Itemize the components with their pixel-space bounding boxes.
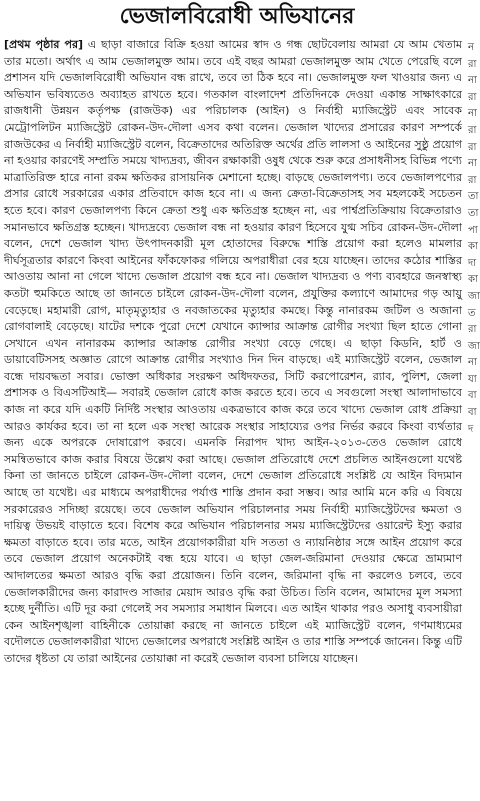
continued-from-label: [প্রথম পৃষ্ঠার পর] bbox=[4, 38, 84, 51]
article-paragraph bbox=[4, 37, 462, 668]
article-headline: ভেজালবিরোধী অভিযানের bbox=[119, 4, 355, 29]
article-text: এ ছাড়া বাজারে বিক্রি হওয়া আমের স্বাদ ও গন্ধ ছোটবেলায় আমরা যে আম খেতাম তার মতো। অর্থাৎ এ আম ভেজালমুক্ত আম। তবে এই বছর আমরা ভেজালমুক্ত আম খেতে পেরেছি বলে প্রশাসন যদি ভেজালবিরোধী অভিযান বন্ধ রাখে, তবে তা ঠিক হবে না। ভেজালমুক্ত ফল খাওয়ার জন্য এ অভিযান ভবিষ্যতেও অব্যাহত রাখতে হবে। গতকাল বাংলাদেশ প্রতিদিনকে দেওয়া একান্ত সাক্ষাৎকারে রাজধানী উন্নয়ন কর্তৃপক্ষ (রাজউক) এর পরিচালক (আইন) ও নির্বাহী ম্যাজিস্ট্রেট এবং সাবেক মেট্রোপলিটন ম্যাজিস্ট্রেট রোকন-উদ-দৌলা এসব কথা বলেন। ভেজাল খাদ্যের প্রসারের কারণ সম্পর্কে রাজউকের এ নির্বাহী ম্যাজিস্ট্রেট বলেন, বিক্রেতাদের অতিরিক্ত অর্থের প্রতি লালসা ও আইনের সুষ্ঠু প্রয়োগ না হওয়ার কারণেই সম্প্রতি সময়ে খাদ্যদ্রব্য, জীবন রক্ষাকারী ওষুধ থেকে শুরু করে প্রসাধনীসহ বিভিন্ন পণ্যে মাত্রাতিরিক্ত হারে নানা রকম ক্ষতিকর রাসায়নিক মেশানো হচ্ছে। বাড়ছে ভেজালপণ্য। তবে ভেজালপণ্যের প্রসার রোধে সরকারের একার প্রতিবাদে কাজ হবে না। এ জন্য ক্রেতা-বিক্রেতাসহ সব মহলকেই সচেতন হতে হবে। কারণ ভেজালপণ্য কিনে ক্রেতা শুধু এক ক্ষতিগ্রস্ত হচ্ছেন না, এর পার্শ্বপ্রতিক্রিয়ায় বিক্রেতারাও সমানভাবে ক্ষতিগ্রস্ত হচ্ছেন। খাদ্যদ্রব্যে ভেজাল বন্ধ না হওয়ার কারণ হিসেবে যুগ্ম সচিব রোকন-উদ-দৌলা বলেন, দেশে ভেজাল খাদ্য উৎপাদনকারী মূল হোতাদের বিরুদ্ধে শাস্তি প্রয়োগ করা হলেও মামলার দীর্ঘসূত্রতার কারণে কিংবা আইনের ফাঁকফোকর গলিয়ে অপরাধীরা বের হয়ে যাচ্ছেন। তাদের কঠোর শাস্তির আওতায় আনা না গেলে খাদ্যে ভেজাল প্রয়োগ বন্ধ হবে না। ভেজাল খাদ্যদ্রব্য ও পণ্য ব্যবহারে জনস্বাস্থ্য কতটা হুমকিতে আছে তা জানতে চাইলে রোকন-উদ-দৌলা বলেন, প্রযুক্তির কল্যাণে আমাদের গড় আয়ু বেড়েছে। মহামারী রোগ, মাতৃমৃত্যুহার ও নবজাতকের মৃত্যুহার কমছে। কিন্তু নানারকম জটিল ও অজানা রোগবালাই বেড়েছে। যাটের দশকে পুরো দেশে যেখানে ক্যান্সার আক্রান্ত রোগীর সংখ্যা ছিল হাতে গোনা সেখানে এখন নানারকম ক্যান্সার আক্রান্ত রোগীর সংখ্যা বেড়ে গেছে। এ ছাড়া কিডনি, হার্ট ও ডায়াবেটিসসহ অজ্ঞাত রোগে আক্রান্ত রোগীর সংখ্যাও দিন দিন বাড়ছে। এই ম্যাজিস্ট্রেট বলেন, ভেজাল বন্ধে দায়বদ্ধতা সবার। ভোক্তা অধিকার সংরক্ষণ অধিদফতর, সিটি করপোরেশন, র‍্যাব, পুলিশ, জেলা প্রশাসক ও বিএসটিআই— সবারই ভেজাল রোধে কাজ করতে হবে। তবে এ সবগুলো সংস্থা আলাদাভাবে কাজ না করে যদি একটি নির্দিষ্ট সংস্থার আওতায় একত্রভাবে কাজ করে তবে খাদ্যে ভেজাল রোধ প্রক্রিয়া আরও কার্যকর হবে। তা না হলে এক সংস্থা আরেক সংস্থার সাহায্যের ওপর নির্ভর করবে কিংবা ব্যর্থতার জন্য একে অপরকে দোষারোপ করবে। এমনকি নিরাপদ খাদ্য আইন-২০১৩-তেও ভেজাল রোধে সমন্বিতভাবে কাজ করার বিষয়ে উল্লেখ করা আছে। ভেজাল প্রতিরোধে দেশে প্রচলিত আইনগুলো যথেষ্ট কিনা তা জানতে চাইলে রোকন-উদ-দৌলা বলেন, দেশে ভেজাল প্রতিরোধে সংশ্লিষ্ট যে আইন বিদ্যমান আছে তা যথেষ্ট। এর মাধ্যমে অপরাধীদের পর্যাপ্ত শাস্তি প্রদান করা সম্ভব। আর আমি মনে করি এ বিষয়ে সরকারেরও সদিচ্ছা রয়েছে। তবে ভেজাল অভিযান পরিচালনার সময় নির্বাহী ম্যাজিস্ট্রেটদের ক্ষমতা ও দায়িত্ব উভয়ই বাড়াতে হবে। বিশেষ করে অভিযান পরিচালনার সময় ম্যাজিস্ট্রেটদের ওয়ারেন্ট ইস্যু করার ক্ষমতা বাড়াতে হবে। তার মতে, আইন প্রয়োগকারীরা যদি সততা ও ন্যায়নিষ্ঠার সঙ্গে আইন প্রয়োগ করে তবে ভেজাল প্রয়োগ অনেকটাই বন্ধ হয়ে যাবে। এ ছাড়া জেল-জরিমানা দেওয়ার ক্ষেত্রে ভ্রাম্যমাণ আদালতের ক্ষমতা আরও বৃদ্ধি করা প্রয়োজন। তিনি বলেন, জরিমানা বৃদ্ধি না করলেও চলবে, তবে ভেজালকারীদের জন্য কারাদণ্ড সাজার মেয়াদ আরও বৃদ্ধি করা উচিত। তিনি বলেন, আমাদের মূল সমস্যা হচ্ছে দুর্নীতি। এটি দূর করা গেলেই সব সমস্যার সমাধান মিলবে। এত আইন থাকার পরও অসাধু ব্যবসায়ীরা কেন আইনশৃঙ্খলা বাহিনীকে তোয়াক্কা করছে না জানতে চাইলে এই ম্যাজিস্ট্রেট বলেন, গণমাধ্যমের বদৌলতে ভেজালকারীরা খাদ্যে ভেজালের অপরাধে সংশ্লিষ্ট আইন ও তার শাস্তি সম্পর্কে জানেন। কিন্তু এটি তাদের ধৃষ্টতা যে তারা আইনের তোয়াক্কা না করেই ভেজাল ব্যবসা চালিয়ে যাচ্ছেন। bbox=[4, 38, 462, 665]
adjacent-column-fragment: নরানারানারারানারাতাতাপাকাদাকাজাতরাজানাযাবাবাদ bbox=[468, 42, 480, 435]
article-body bbox=[4, 37, 462, 668]
